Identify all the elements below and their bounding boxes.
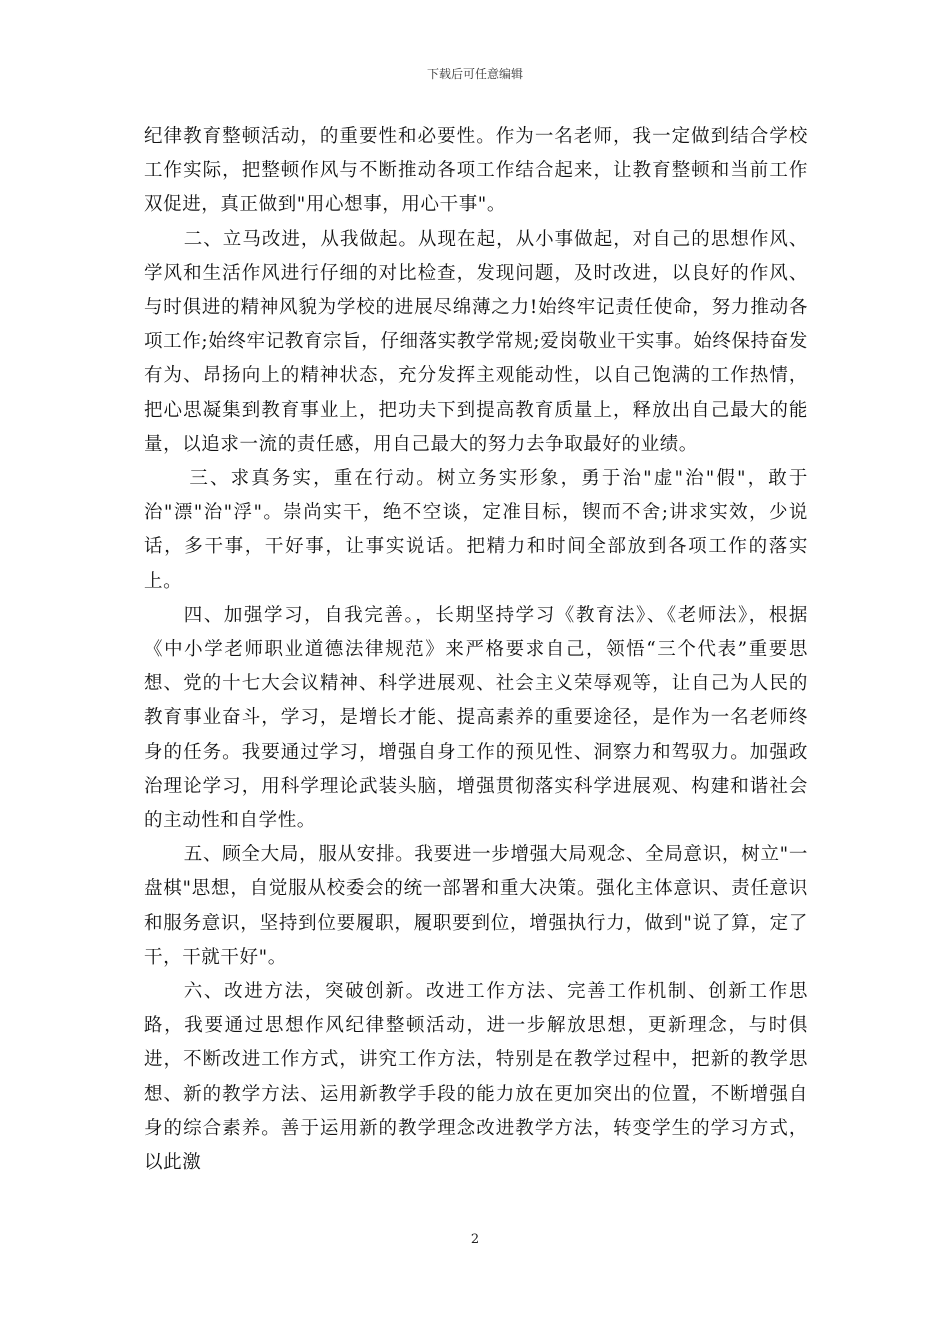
paragraph-section-5: 五、顾全大局，服从安排。我要进一步增强大局观念、全局意识，树立"一盘棋"思想，自觉服从校委会的统一部署和重大决策。强化主体意识、责任意识和服务意识，坚持到位要履职，履职要到位，增强执行力，做到"说了算，定了干，干就干好"。: [144, 844, 808, 968]
page-number: 2: [470, 1232, 480, 1247]
paragraph-section-4: 四、加强学习，自我完善。，长期坚持学习《教育法》、《老师法》，根据《中小学老师职业道德法律规范》来严格要求自己，领悟“三个代表”重要思想、党的十七大会议精神、科学进展观、社会主义荣辱观等，让自己为人民的教育事业奋斗，学习，是增长才能、提高素养的重要途径，是作为一名老师终身的任务。我要通过学习，增强自身工作的预见性、洞察力和驾驭力。加强政治理论学习，用科学理论武装头脑，增强贯彻落实科学进展观、构建和谐社会的主动性和自学性。: [144, 604, 808, 832]
paragraph-section-3: 三、求真务实，重在行动。树立务实形象，勇于治"虚"治"假"，敢于治"漂"治"浮"。崇尚实干，绝不空谈，定准目标，锲而不舍;讲求实效，少说话，多干事，干好事，让事实说话。把精力和时间全部放到各项工作的落实上。: [144, 468, 808, 592]
paragraph-continued: 纪律教育整顿活动，的重要性和必要性。作为一名老师，我一定做到结合学校工作实际，把整顿作风与不断推动各项工作结合起来，让教育整顿和当前工作双促进，真正做到"用心想事，用心干事"。: [144, 126, 808, 216]
paragraph-section-6: 六、改进方法，突破创新。改进工作方法、完善工作机制、创新工作思路，我要通过思想作风纪律整顿活动，进一步解放思想，更新理念，与时俱进，不断改进工作方式，讲究工作方法，特别是在教学过程中，把新的教学思想、新的教学方法、运用新教学手段的能力放在更加突出的位置，不断增强自身的综合素养。善于运用新的教学理念改进教学方法，转变学生的学习方式，以此激: [144, 981, 808, 1174]
page-header: 下载后可任意编辑: [426, 67, 523, 81]
paragraph-section-2: 二、立马改进，从我做起。从现在起，从小事做起，对自己的思想作风、学风和生活作风进行仔细的对比检查，发现问题，及时改进，以良好的作风、与时俱进的精神风貌为学校的进展尽绵薄之力!始终牢记责任使命，努力推动各项工作;始终牢记教育宗旨，仔细落实教学常规;爱岗敬业干实事。始终保持奋发有为、昂扬向上的精神状态，充分发挥主观能动性，以自己饱满的工作热情，把心思凝集到教育事业上，把功夫下到提高教育质量上，释放出自己最大的能量，以追求一流的责任感，用自己最大的努力去争取最好的业绩。: [144, 228, 808, 455]
document-body: [144, 120, 808, 1180]
